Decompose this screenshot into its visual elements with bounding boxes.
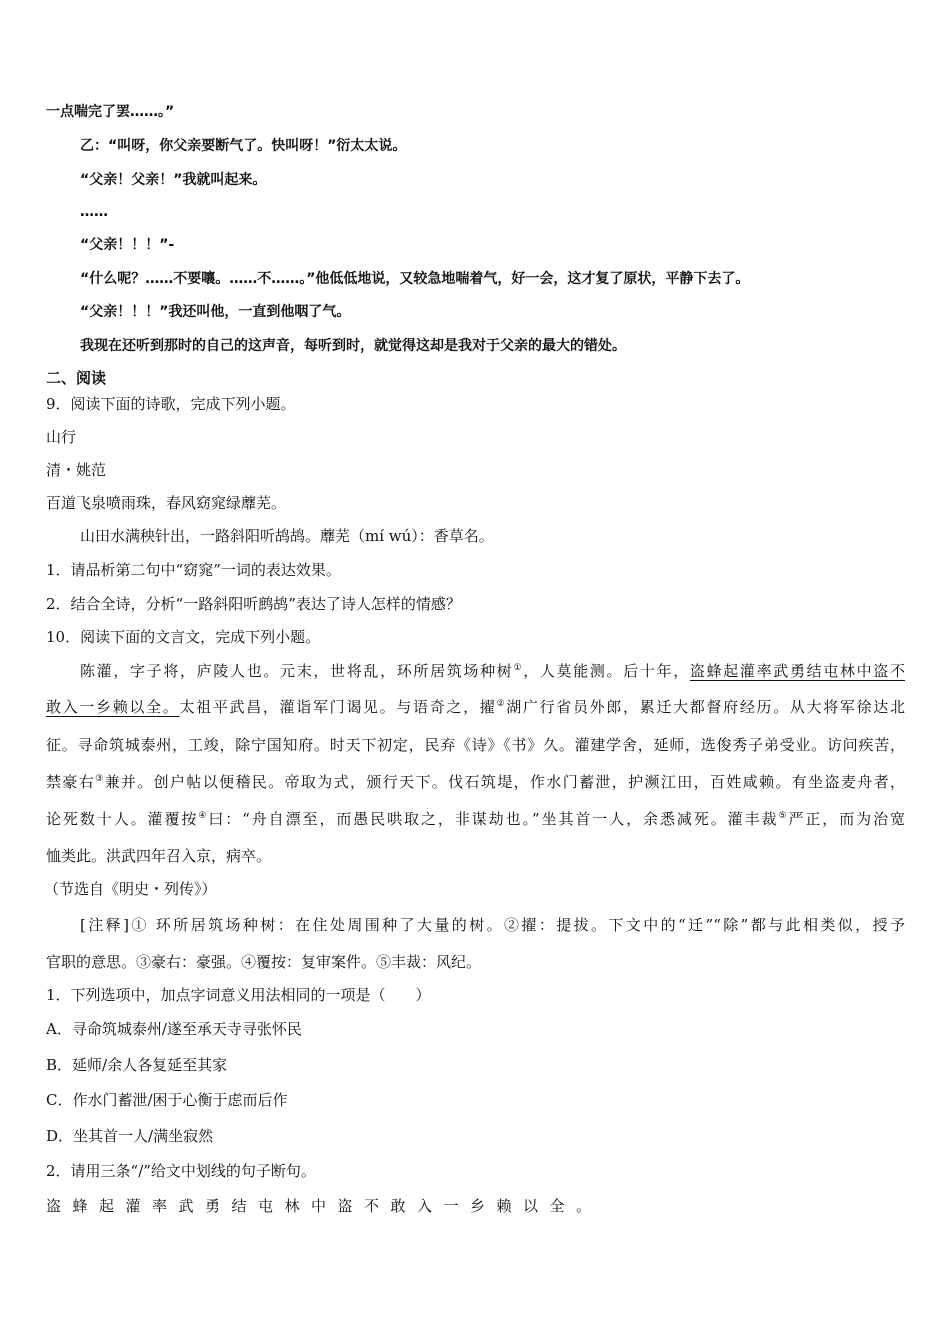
question-prompt: 10．阅读下面的文言文，完成下列小题。 (46, 628, 321, 646)
passage-line: 论死数十人。灌覆按④曰：“舟自漂至，而愚民哄取之，非谋劫也。”坐其首一人，余悉减死。灌丰裁⑤严正，而为治宽 (46, 810, 905, 828)
poem-author: 清・姚范 (46, 461, 107, 479)
option-a: A．寻命筑城泰州/遂至承天寺寻张怀民 (46, 1020, 302, 1038)
footnote-ref: ① (513, 663, 524, 673)
passage-line: 恤类此。洪武四年召入京，病卒。 (46, 847, 272, 865)
passage-line: 征。寻命筑城泰州，工竣，除宁国知府。时天下初定，民弃《诗》《书》久。灌建学舍，延师，选俊秀子弟受业。访问疾苦， (46, 736, 905, 754)
option-d: D．坐其首一人/满坐寂然 (46, 1127, 214, 1145)
section-heading: 二、阅读 (46, 369, 107, 387)
sub-question: 1．请品析第二句中“窈窕”一词的表达效果。 (46, 561, 341, 579)
passage-line: 陈灌，字子将，庐陵人也。元末，世将乱，环所居筑场种树①，人莫能测。后十年，盗蜂起灌率武勇结屯林中盗不 (80, 662, 905, 680)
poem-line: 山田水满秧针出，一路斜阳听鸪鸪。蘼芜（mí wú）：香草名。 (80, 527, 494, 545)
excerpt-line: …… (80, 204, 108, 220)
sub-question: 1．下列选项中，加点字词意义用法相同的一项是（ ） (46, 986, 431, 1004)
passage-line: 敢入一乡赖以全。太祖平武昌，灌诣军门谒见。与语奇之，擢②湖广行省员外郎，累迁大都督府经历。从大将军徐达北 (46, 698, 905, 716)
sub-question: 2．请用三条“/”给文中划线的句子断句。 (46, 1162, 316, 1180)
source-citation: （节选自《明史・列传》） (44, 880, 217, 898)
poem-line: 百道飞泉喷雨珠，春风窈窕绿蘼芜。 (46, 494, 287, 512)
option-c: C．作水门蓄泄/困于心衡于虑而后作 (46, 1091, 288, 1109)
excerpt-line: “父亲！！！”我还叫他，一直到他咽了气。 (80, 304, 351, 320)
excerpt-line: 一点喘完了罢……。” (46, 104, 175, 120)
footnote-ref: ⑤ (778, 811, 789, 821)
sub-question: 2．结合全诗，分析“一路斜阳听鹧鸪”表达了诗人怎样的情感？ (46, 595, 461, 613)
notes-line: 官职的意思。③豪右：豪强。④覆按：复审案件。⑤丰裁：风纪。 (46, 953, 482, 971)
footnote-ref: ③ (95, 774, 105, 784)
excerpt-line: 我现在还听到那时的自己的这声音，每听到时，就觉得这却是我对于父亲的最大的错处。 (80, 338, 626, 354)
excerpt-line: 乙：“叫呀，你父亲要断气了。快叫呀！”衍太太说。 (80, 138, 407, 154)
option-b: B．延师/余人各复延至其家 (46, 1056, 228, 1074)
poem-title: 山行 (46, 428, 77, 446)
question-prompt: 9．阅读下面的诗歌，完成下列小题。 (46, 395, 296, 413)
sentence-to-punctuate: 盗蜂起灌率武勇结屯林中盗不敢入一乡赖以全。 (46, 1197, 603, 1215)
excerpt-line: “父亲！！！”- (80, 237, 175, 253)
notes-line: [注释]① 环所居筑场种树：在住处周围种了大量的树。②擢：提拔。下文中的“迁”“除”都与此相类似，授予 (80, 916, 905, 934)
underlined-sentence: 敢入一乡赖以全。 (46, 698, 180, 716)
footnote-ref: ④ (198, 811, 209, 821)
underlined-sentence: 盗蜂起灌率武勇结屯林中盗不 (689, 662, 905, 680)
footnote-ref: ② (496, 699, 507, 709)
excerpt-line: “什么呢？……不要嚷。……不……。”他低低地说，又较急地喘着气，好一会，这才复了原状，平静下去了。 (80, 271, 750, 287)
passage-line: 禁豪右③兼并。创户帖以便稽民。帝取为式，颁行天下。伐石筑堤，作水门蓄泄，护濒江田，百姓咸赖。有坐盗麦舟者， (46, 773, 905, 791)
excerpt-line: “父亲！父亲！”我就叫起来。 (80, 172, 267, 188)
